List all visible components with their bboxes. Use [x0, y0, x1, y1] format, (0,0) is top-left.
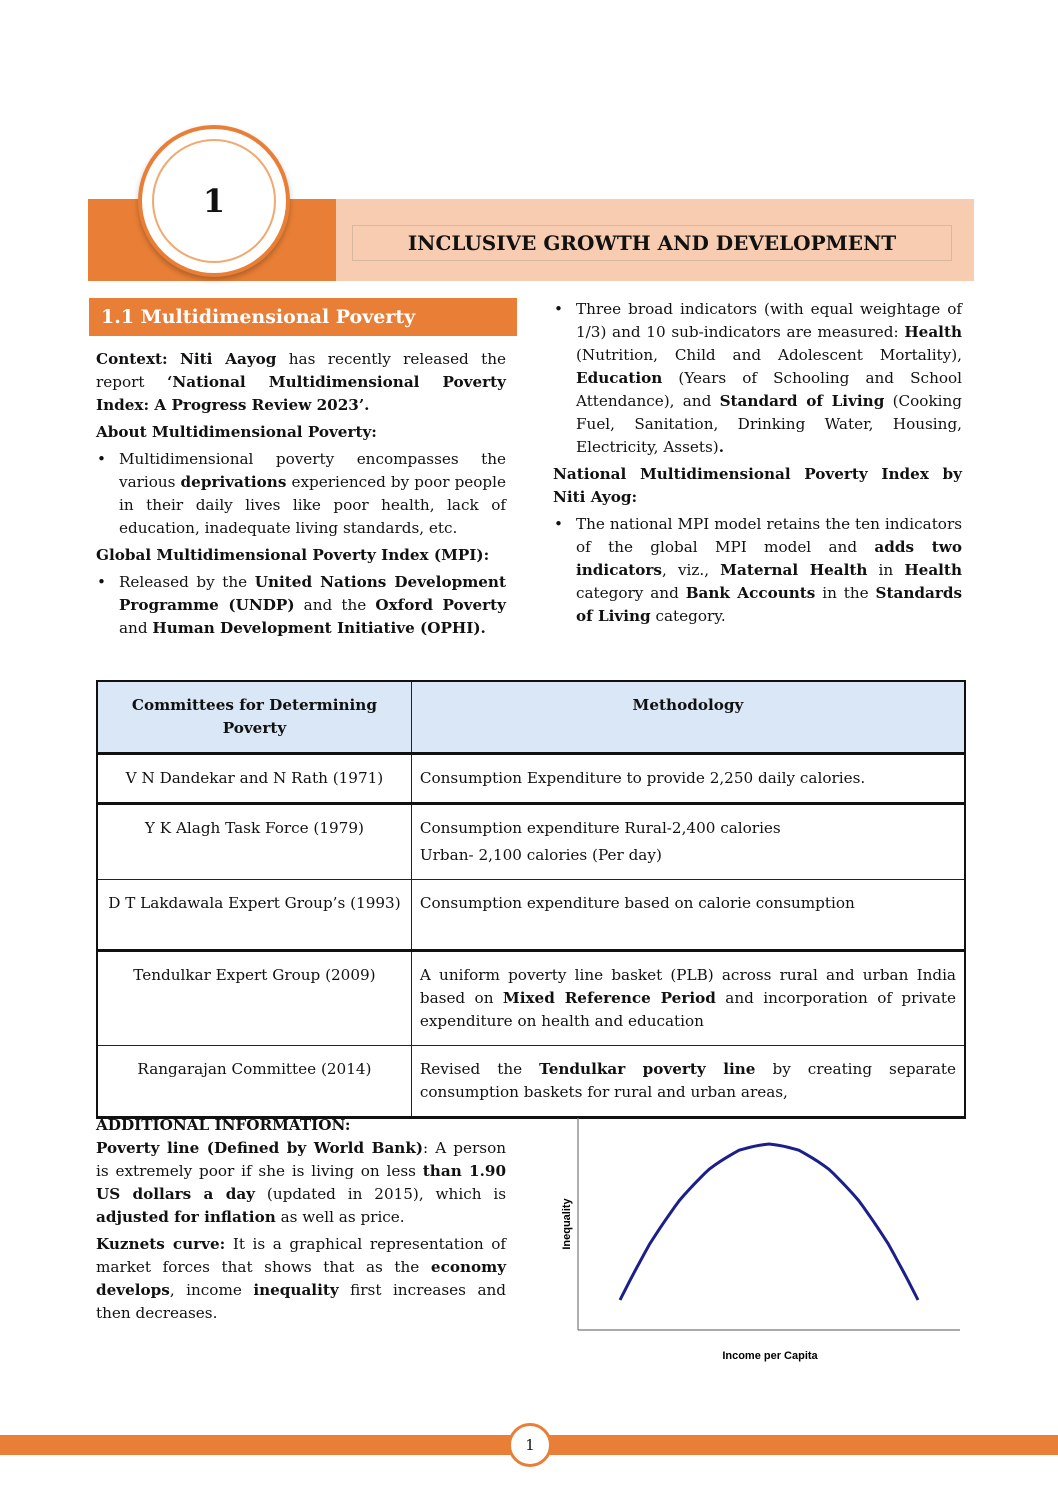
global-mpi-bullet: • Released by the United Nations Development Programme (UNDP) and the Oxford Poverty and Human Development Initiative (OPHI). — [97, 573, 507, 637]
table-row: D T Lakdawala Expert Group’s (1993) Consumption expenditure based on calorie consumption — [97, 880, 965, 951]
national-mpi-heading: National Multidimensional Poverty Index by Niti Ayog: — [553, 465, 962, 506]
table-row: Y K Alagh Task Force (1979) Consumption expenditure Rural-2,400 calories Urban- 2,100 calories (Per day) — [97, 804, 965, 880]
bullet-icon: • — [97, 450, 106, 468]
additional-heading: ADDITIONAL INFORMATION: — [96, 1116, 351, 1134]
poverty-committees-table — [96, 680, 966, 1119]
table-row: Rangarajan Committee (2014) Revised the Tendulkar poverty line by creating separate consumption baskets for rural and urban areas, — [97, 1046, 965, 1118]
table-row: V N Dandekar and N Rath (1971) Consumption Expenditure to provide 2,250 daily calories. — [97, 754, 965, 804]
context-paragraph: Context: Niti Aayog has recently released the report ‘National Multidimensional Poverty Index: A Progress Review 2023’. — [96, 350, 506, 414]
right-column — [553, 298, 962, 632]
national-mpi-bullet: • The national MPI model retains the ten indicators of the global MPI model and adds two indicators, viz., Maternal Health in Health category and Bank Accounts in the Standards of Living category. — [554, 515, 963, 625]
poverty-line-paragraph: Poverty line (Defined by World Bank): A person is extremely poor if she is living on less than 1.90 US dollars a day (updated in 2015), which is adjusted for inflation as well as price. — [96, 1139, 507, 1226]
kuznets-curve-chart — [556, 1116, 968, 1366]
table-header-methodology: Methodology — [411, 681, 965, 754]
left-column — [96, 348, 506, 644]
bullet-icon: • — [554, 300, 563, 318]
page-number: 1 — [508, 1423, 552, 1467]
table-row: Tendulkar Expert Group (2009) A uniform poverty line basket (PLB) across rural and urban India based on Mixed Reference Period and incorporation of private expenditure on health and education — [97, 951, 965, 1046]
about-heading: About Multidimensional Poverty: — [96, 423, 377, 441]
kuznets-curve-line — [620, 1144, 918, 1300]
section-heading: 1.1 Multidimensional Poverty — [89, 298, 517, 336]
chapter-title: INCLUSIVE GROWTH AND DEVELOPMENT — [352, 225, 952, 261]
bullet-icon: • — [554, 515, 563, 533]
table-header-row — [97, 681, 965, 754]
bullet-icon: • — [97, 573, 106, 591]
global-mpi-heading: Global Multidimensional Poverty Index (MPI): — [96, 546, 490, 564]
table-header-committees: Committees for Determining Poverty — [97, 681, 411, 754]
y-axis-label: Inequality — [561, 1198, 573, 1250]
chapter-number: 1 — [152, 139, 276, 263]
kuznets-paragraph: Kuznets curve: It is a graphical representation of market forces that shows that as the economy develops, income inequality first increases and then decreases. — [96, 1235, 507, 1322]
about-bullet: • Multidimensional poverty encompasses the various deprivations experienced by poor people in their daily lives like poor health, lack of education, inadequate living standards, etc. — [97, 450, 507, 537]
indicators-bullet: • Three broad indicators (with equal weightage of 1/3) and 10 sub-indicators are measured: Health (Nutrition, Child and Adolescent Mortality), Education (Years of Schooling and School Attendance), and Standard of Living (Cooking Fuel, Sanitation, Drinking Water, Housing, Electricity, Assets). — [554, 300, 963, 456]
x-axis-label: Income per Capita — [722, 1350, 818, 1362]
additional-information — [96, 1114, 506, 1329]
